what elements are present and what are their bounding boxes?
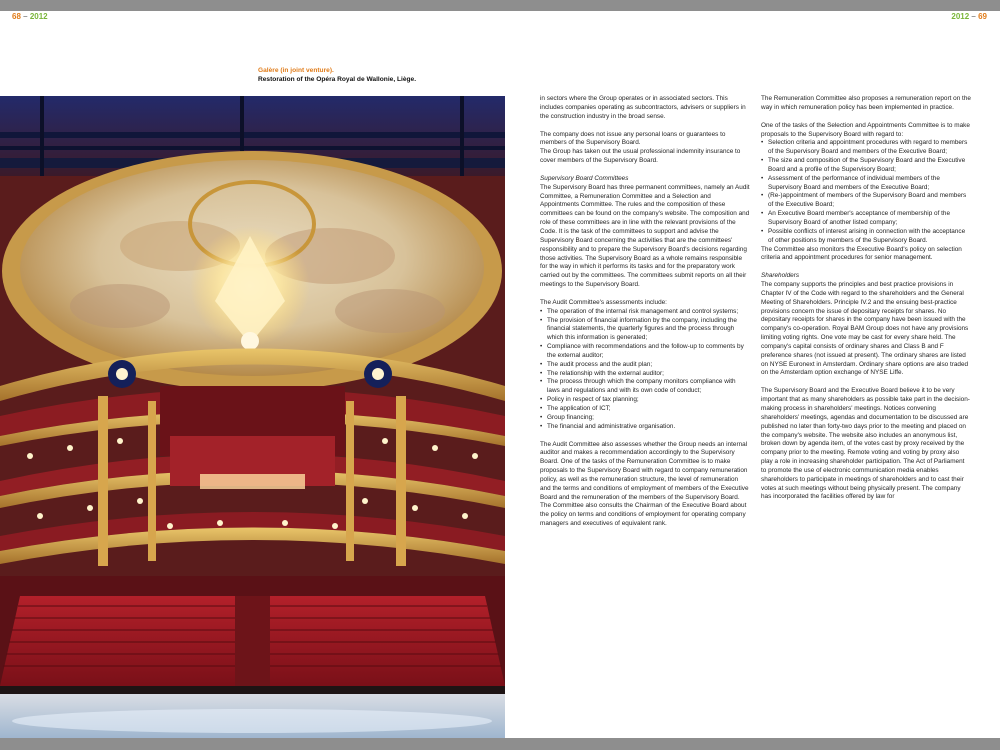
paragraph: The Supervisory Board and the Executive Board believe it to be very important that as many shareholders as possible take part in the decision-making process in shareholders' meetings. Notices convening shareholders' meetings, agendas and documentation to be discussed are published no later than forty-two days prior to the meeting and placed on the company's website. The website also includes an anonymous list, broken down by agenda item, of the votes cast by proxy received by the company prior to the meeting. Remote voting and voting by proxy also play a role in increasing shareholder participation. The Act of Parliament to promote the use of electronic communication media enables shareholders to participate in meetings of shareholders and to cast their votes at such meetings without being physically present. The company has incorporated the facilities offered by law for (761, 387, 970, 501)
list-item: • (Re-)appointment of members of the Supervisory Board and members of the Executive Board; (761, 192, 971, 210)
list-item: • Possible conflicts of interest arising in connection with the acceptance of other positions by members of the Supervisory Board. (761, 228, 971, 246)
audit-committee-list (540, 308, 750, 432)
paragraph: The company does not issue any personal loans or guarantees to members of the Supervisory Board. (540, 130, 726, 147)
selection-committee-list (761, 139, 971, 245)
top-bar (0, 0, 1000, 11)
list-item: • Selection criteria and appointment procedures with regard to members of the Supervisory Board and members of the Executive Board; (761, 139, 971, 157)
page-number-left: 68 – 2012 (12, 12, 48, 21)
paragraph: The Committee also monitors the Executive Board's policy on selection criteria and appointment procedures for senior management. (761, 245, 962, 262)
opera-photo (0, 96, 505, 738)
section-heading-committees: Supervisory Board Committees (540, 174, 629, 182)
paragraph: in sectors where the Group operates or in associated sectors. This includes companies operating as subcontractors, advisers or suppliers in the construction industry in the broad sense. (540, 95, 746, 120)
list-item: • The relationship with the external auditor; (540, 370, 750, 379)
list-item: • The provision of financial information by the company, including the financial statements, the quarterly figures and the process through which this information is generated; (540, 317, 750, 344)
photo-caption (258, 66, 416, 84)
paragraph: The Audit Committee also assesses whether the Group needs an internal auditor and makes a recommendation accordingly to the Supervisory Board. One of the tasks of the Remuneration Committee is to make proposals to the Supervisory Board with regard to company remuneration policy, as well as the remuneration structure, the level of remuneration and the terms and conditions of employment of members of the Executive Board and the remuneration of the members of the Supervisory Board. The Committee also consults the Chairman of the Executive Board about the policy on terms and conditions of employment for operating company managers and executives of equivalent rank. (540, 440, 749, 528)
list-item: • An Executive Board member's acceptance of membership of the Supervisory Board of another listed company; (761, 210, 971, 228)
paragraph: The Supervisory Board has three permanent committees, namely an Audit Committee, a Remuneration Committee and a Selection and Appointments Committee. The rules and the composition of these committees can be found on the company's website. The composition and role of these committees are in line with the relevant provisions of the Code. It is the task of the committees to support and advise the Supervisory Board concerning the activities that are the committees' responsibility and to prepare the Supervisory Board's decisions regarding those activities. The Supervisory Board as a whole remains responsible for the way in which it performs its tasks and for the preparatory work carried out by the committees. The committees submit reports on all their meetings to the Supervisory Board. (540, 183, 750, 289)
list-item: • The financial and administrative organisation. (540, 423, 750, 432)
list-item: • Assessment of the performance of individual members of the Supervisory Board and members of the Executive Board; (761, 175, 971, 193)
list-item: • The audit process and the audit plan; (540, 361, 750, 370)
list-item: • Compliance with recommendations and the follow-up to comments by the external auditor; (540, 343, 750, 361)
paragraph: The company supports the principles and best practice provisions in Chapter IV of the Code with regard to the shareholders and the General Meeting of Shareholders. Principle IV.2 and the ensuing best-practice provisions concern the issue of depositary receipts for shares. No depositary receipts for shares in the company have been issued with the company's co-operation. Royal BAM Group does not have any provisions limiting voting rights. One vote may be cast for every share held. The company's capital consists of ordinary shares and Class B and F preference shares (not issued at present). The ordinary shares are listed on NYSE Euronext in Amsterdam. Ordinary share options are also traded on the Amsterdam option exchange of NYSE Liffe. (761, 281, 969, 377)
page-number-right: 2012 – 69 (951, 12, 987, 21)
caption-description: Restoration of the Opéra Royal de Wallonie, Liège. (258, 76, 417, 83)
bottom-bar (0, 738, 1000, 750)
caption-organisation: Galère (in joint venture). (258, 67, 334, 74)
section-heading-shareholders: Shareholders (761, 272, 800, 280)
paragraph: The Remuneration Committee also proposes a remuneration report on the way in which remuneration policy has been implemented in practice. (761, 95, 971, 111)
paragraph: The Audit Committee's assessments include: (540, 298, 667, 306)
list-item: • The operation of the internal risk management and control systems; (540, 308, 750, 317)
text-column-right (761, 95, 971, 511)
list-item: • The application of ICT; (540, 405, 750, 414)
list-item: • The size and composition of the Supervisory Board and the Executive Board and a profile of the Supervisory Board; (761, 157, 971, 175)
list-item: • Group financing; (540, 414, 750, 423)
paragraph: The Group has taken out the usual professional indemnity insurance to cover members of the Supervisory Board. (540, 148, 741, 165)
list-item: • The process through which the company monitors compliance with laws and regulations and with its own code of conduct; (540, 378, 750, 396)
list-item: • Policy in respect of tax planning; (540, 396, 750, 405)
text-column-middle (540, 95, 750, 538)
paragraph: One of the tasks of the Selection and Appointments Committee is to make proposals to the Supervisory Board with regard to: (761, 121, 970, 138)
